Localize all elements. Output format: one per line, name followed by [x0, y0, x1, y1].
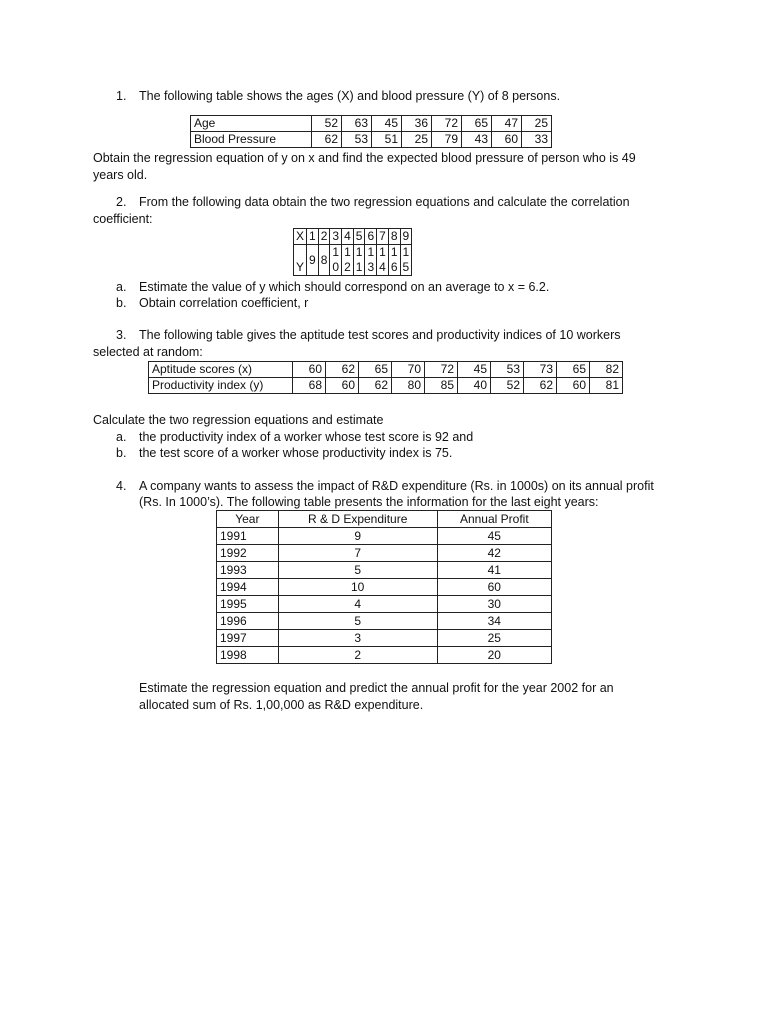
cell: 62	[524, 378, 557, 394]
cell: 65	[557, 362, 590, 378]
cell: 1 5	[400, 245, 412, 276]
table-row	[217, 613, 552, 630]
cell: 65	[462, 116, 492, 132]
table-row	[217, 630, 552, 647]
table-row	[217, 647, 552, 664]
cell: 9	[307, 245, 319, 276]
table-row	[217, 545, 552, 562]
cell: 80	[392, 378, 425, 394]
cell: 3	[278, 630, 437, 647]
cell: 1993	[217, 562, 279, 579]
cell: 63	[342, 116, 372, 132]
cell: 53	[491, 362, 524, 378]
cell: 1998	[217, 647, 279, 664]
q1-number: 1.	[116, 89, 127, 103]
cell: 72	[432, 116, 462, 132]
cell: 33	[522, 132, 552, 148]
cell: 34	[437, 613, 551, 630]
cell: 45	[437, 528, 551, 545]
table-row	[149, 362, 623, 378]
q1-text-line1: Obtain the regression equation of y on x and find the expected blood pressure of person who is 49	[93, 151, 636, 165]
q3-calc-text: Calculate the two regression equations and estimate	[93, 413, 384, 427]
row-label: Aptitude scores (x)	[149, 362, 293, 378]
cell: 47	[492, 116, 522, 132]
q4-number: 4.	[116, 479, 127, 493]
q3-table	[148, 361, 623, 394]
q3-item-a-marker: a.	[116, 430, 127, 444]
q3-number: 3.	[116, 328, 127, 342]
cell: 30	[437, 596, 551, 613]
cell: 25	[402, 132, 432, 148]
cell: 1 1	[353, 245, 365, 276]
cell: 1 4	[377, 245, 389, 276]
cell: 51	[372, 132, 402, 148]
cell: 45	[372, 116, 402, 132]
cell: 7	[278, 545, 437, 562]
table-row	[191, 116, 552, 132]
q2-intro-line1: From the following data obtain the two regression equations and calculate the correlation	[139, 195, 630, 209]
cell: 3	[330, 229, 342, 245]
q4-closing-line2: allocated sum of Rs. 1,00,000 as R&D expenditure.	[139, 698, 424, 712]
cell: 60	[437, 579, 551, 596]
column-header: Annual Profit	[437, 511, 551, 528]
table-row	[149, 378, 623, 394]
cell: 85	[425, 378, 458, 394]
cell: 52	[491, 378, 524, 394]
table-header-row	[217, 511, 552, 528]
q3-item-b-text: the test score of a worker whose productivity index is 75.	[139, 446, 453, 460]
cell: 60	[492, 132, 522, 148]
cell: 53	[342, 132, 372, 148]
q2-intro-line2: coefficient:	[93, 212, 153, 226]
cell: 41	[437, 562, 551, 579]
cell: 9	[400, 229, 412, 245]
cell: 10	[278, 579, 437, 596]
table-row	[217, 579, 552, 596]
cell: 5	[278, 562, 437, 579]
table-row	[294, 229, 412, 245]
cell: 6	[365, 229, 377, 245]
cell: 9	[278, 528, 437, 545]
cell: 79	[432, 132, 462, 148]
cell: 4	[342, 229, 354, 245]
cell: 1994	[217, 579, 279, 596]
q3-intro-line2: selected at random:	[93, 345, 203, 359]
q3-intro-line1: The following table gives the aptitude test scores and productivity indices of 10 workers	[139, 328, 621, 342]
cell: 2	[278, 647, 437, 664]
column-header: R & D Expenditure	[278, 511, 437, 528]
row-label: Age	[191, 116, 312, 132]
q3-item-b-marker: b.	[116, 446, 127, 460]
cell: 5	[353, 229, 365, 245]
cell: 20	[437, 647, 551, 664]
cell: 7	[377, 229, 389, 245]
cell: 4	[278, 596, 437, 613]
cell: 60	[557, 378, 590, 394]
cell: 1997	[217, 630, 279, 647]
cell: 81	[590, 378, 623, 394]
row-label: X	[294, 229, 307, 245]
cell: 68	[293, 378, 326, 394]
q4-table	[216, 510, 552, 664]
cell: 70	[392, 362, 425, 378]
cell: 2	[318, 229, 330, 245]
cell: 40	[458, 378, 491, 394]
cell: 1 3	[365, 245, 377, 276]
cell: 5	[278, 613, 437, 630]
q4-intro-line1: A company wants to assess the impact of R&D expenditure (Rs. in 1000s) on its annual profit	[139, 479, 654, 493]
q2-item-b-marker: b.	[116, 296, 127, 310]
cell: 1991	[217, 528, 279, 545]
cell: 43	[462, 132, 492, 148]
cell: 8	[388, 229, 400, 245]
cell: 25	[522, 116, 552, 132]
cell: 62	[359, 378, 392, 394]
cell: 1 0	[330, 245, 342, 276]
q2-table	[293, 228, 412, 276]
cell: 1996	[217, 613, 279, 630]
table-row	[217, 596, 552, 613]
table-row	[217, 562, 552, 579]
table-row	[217, 528, 552, 545]
cell: 60	[293, 362, 326, 378]
cell: 65	[359, 362, 392, 378]
cell: 1995	[217, 596, 279, 613]
q1-text-line2: years old.	[93, 168, 148, 182]
cell: 72	[425, 362, 458, 378]
cell: 1992	[217, 545, 279, 562]
cell: 8	[318, 245, 330, 276]
cell: 45	[458, 362, 491, 378]
q2-item-b-text: Obtain correlation coefficient, r	[139, 296, 309, 310]
cell: 73	[524, 362, 557, 378]
table-row	[294, 245, 412, 276]
q4-intro-line2: (Rs. In 1000’s). The following table presents the information for the last eight years:	[139, 495, 599, 509]
table-row	[191, 132, 552, 148]
q1-intro: The following table shows the ages (X) and blood pressure (Y) of 8 persons.	[139, 89, 561, 103]
q4-closing-line1: Estimate the regression equation and predict the annual profit for the year 2002 for an	[139, 681, 614, 695]
cell: 25	[437, 630, 551, 647]
cell: 62	[312, 132, 342, 148]
q1-table	[190, 115, 552, 148]
cell: 62	[326, 362, 359, 378]
cell: 36	[402, 116, 432, 132]
q2-item-a-marker: a.	[116, 280, 127, 294]
column-header: Year	[217, 511, 279, 528]
cell: 82	[590, 362, 623, 378]
cell: 60	[326, 378, 359, 394]
q2-number: 2.	[116, 195, 127, 209]
cell: 1	[307, 229, 319, 245]
q3-item-a-text: the productivity index of a worker whose test score is 92 and	[139, 430, 474, 444]
cell: 52	[312, 116, 342, 132]
row-label: Blood Pressure	[191, 132, 312, 148]
cell: 1 2	[342, 245, 354, 276]
q2-item-a-text: Estimate the value of y which should correspond on an average to x = 6.2.	[139, 280, 550, 294]
cell: 1 6	[388, 245, 400, 276]
cell: 42	[437, 545, 551, 562]
row-label: Y	[294, 245, 307, 276]
row-label: Productivity index (y)	[149, 378, 293, 394]
